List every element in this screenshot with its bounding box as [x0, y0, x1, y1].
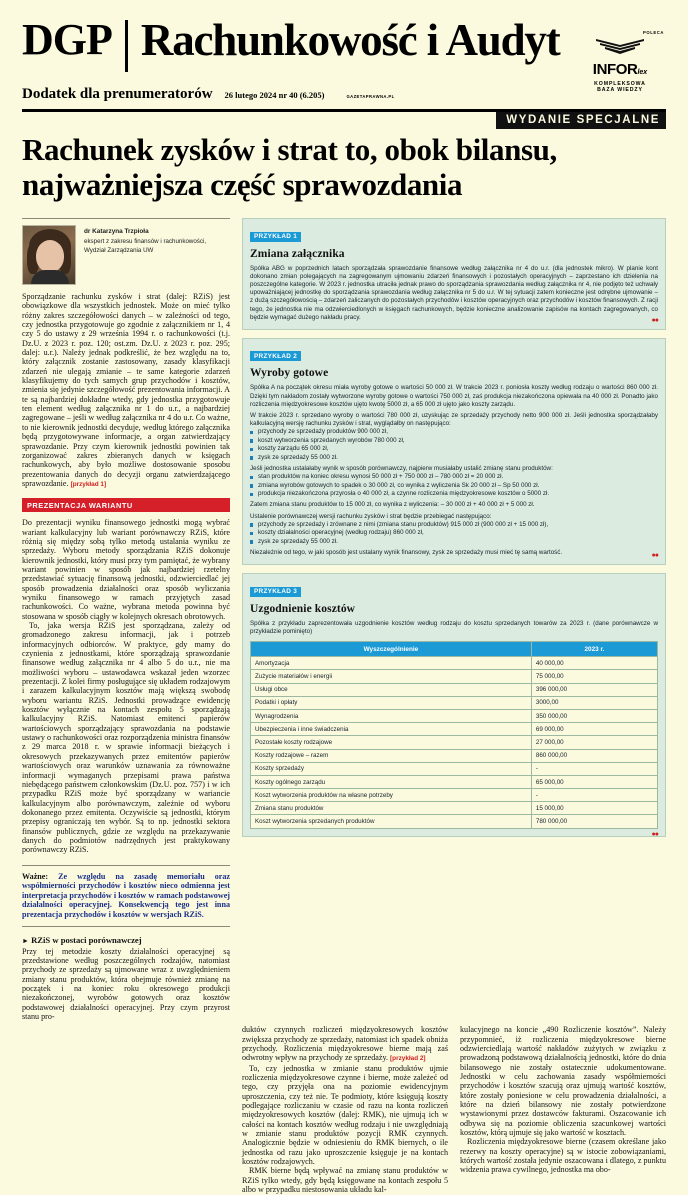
- example-2-bullets-1: [250, 428, 658, 462]
- author-line2: Wydział Zarządzania UW: [84, 247, 154, 254]
- example-2-closing: [250, 549, 658, 560]
- variant-paragraph-1: Do prezentacji wyniku finansowego jednostki mogą wybrać wariant kalkulacyjny lub wariant porównawczy RZiS, które różnią się między sobą tylko metodą ustalania wyniku ze sprzedaży. Wyboru metody sporządzania RZiS dokonuje kierownik jednostki, który musi przy tym pamiętać, że wybrany wariant powinien w sposób jak najbardziej rzetelny przedstawiać sytuację finansową jednostki, odzwierciedlać jej sposób prowadzenia działalności oraz sposób wyliczania wyniku finansowego w ramach przyjętych zasad rachunkowości. Co ważne, wybrana metoda powinna być stosowana w sposób ciągły w kolejnych okresach obrotowych.: [22, 518, 230, 621]
- table-row: [251, 723, 658, 736]
- table-row: [251, 762, 658, 775]
- table-row: [251, 696, 658, 709]
- author-rule: [22, 218, 230, 219]
- table-cell-value: 860 000,00: [531, 749, 657, 762]
- list-item: koszty działalności operacyjnej (według rodzaju) 860 000 zł,: [250, 529, 658, 537]
- table-cell-value: 780 000,00: [531, 815, 657, 828]
- masthead-title-row: [22, 15, 666, 72]
- example-2-closing-text: Niezależnie od tego, w jaki sposób jest ustalany wynik finansowy, zysk ze sprzedaży musi mieć tę samą wartość.: [250, 549, 563, 557]
- example-title-3: Uzgodnienie kosztów: [250, 602, 356, 615]
- subsection-heading-text: RZiS w postaci porównawczej: [31, 934, 142, 945]
- end-mark-3: ●●: [651, 829, 658, 838]
- cost-reconciliation-table: [250, 641, 658, 828]
- main-content: [22, 218, 666, 1021]
- list-item: stan produktów na koniec okresu wynosi 50 000 zł + 750 000 zł – 780 000 zł = 20 000 zł.: [250, 473, 658, 481]
- end-mark-1: ●●: [651, 315, 658, 324]
- bottom-col2-p2: To, czy jednostka w zmianie stanu produktów ujmie rozliczenia międzyokresowe czynne i bierne, może zależeć od tego, czy przyjęła ona na poziomie ewidencyjnym uproszczenia, czy też nie. Te podmioty, które księgują koszty podlegające rozliczaniu w czasie od razu na konta rozliczeń międzyokresowych kosztów (dalej: RMK), nie ujmują ich w całości na kontach kosztów według rodzaju i nie uwzględniają w zmianie stanu produktów pozycji RMK czynnych. Analogicznie będzie w odniesieniu do RMK biernych, o ile jednostka od razu jako uproszczenie księguje je na kontach kosztów rodzajowych.: [242, 1063, 448, 1167]
- supplement-label: Dodatek dla prenumeratorów: [22, 86, 213, 102]
- list-item: zmiana wyrobów gotowych to spadek o 30 000 zł, co wynika z wyliczenia Sk 20 000 zł – Sp 50 000 zł.: [250, 482, 658, 490]
- table-cell-label: Usługi obce: [251, 683, 532, 696]
- example-body-1: [250, 265, 658, 322]
- table-header-row: [251, 642, 658, 657]
- intro-reference: [przykład 1]: [70, 480, 107, 488]
- table-cell-value: -: [531, 789, 657, 802]
- table-header-year: 2023 r.: [531, 642, 657, 657]
- table-cell-label: Koszt wytworzenia sprzedanych produktów: [251, 815, 532, 828]
- table-body: [251, 657, 658, 828]
- masthead-divider: [125, 20, 128, 72]
- table-row: [251, 709, 658, 722]
- example-title-1: Zmiana załącznika: [250, 247, 345, 260]
- right-column: [242, 218, 666, 1021]
- table-cell-value: 75 000,00: [531, 670, 657, 683]
- table-row: [251, 657, 658, 670]
- infor-logo-block: [574, 30, 666, 94]
- bottom-column-1-spacer: [22, 1025, 230, 1194]
- masthead: [22, 15, 666, 126]
- list-item: koszt wytworzenia sprzedanych wyrobów 780 000 zł,: [250, 437, 658, 445]
- author-photo: [22, 225, 76, 285]
- intro-paragraph-text: Sporządzanie rachunku zysków i strat (dalej: RZiS) jest obowiązkowe dla wszystkich jednostek. Może on mieć tylko różny zakres szczegółowości danych – w zależności od tego, czy jednostka przygotowuje go zgodnie z załącznikiem nr 1, 4 czy 5 do ustawy z 29 września 1994 r. o rachunkowości (t.j. Dz.U. z 2023 r. poz. 120; ost.zm. Dz.U. z 2023 r. poz. 295; dalej: u.r.). Należy jednak podkreślić, że bez względu na to, który załącznik zostanie zastosowany, zasady klasyfikacji zdarzeń nie ulegają zmianie – te same kategorie zdarzeń klasyfikujemy do tych samych grup przychodów i kosztów, zmienia się jedynie szczegółowość prezentowania informacji. A te są najbardziej dokładne wtedy, gdy jednostka przygotowuje ten element według załącznika nr 1 do u.r., a najbardziej zagregowane – jeśli w według załącznika nr 4 do u.r. Co ważne, to nie kierownik jednostki decyduje, według którego załącznika będą przygotowywane informacje, a organ zatwierdzający sprawozdanie. Przy czym kierownik jednostki powinien tak zorganizować zakres zbieranych danych w księgach rachunkowych, aby było możliwe dostosowanie sposobu prezentowania danych do decyzji organu zatwierdzającego sprawozdanie.: [22, 292, 230, 488]
- example-2-mid-text: [250, 465, 658, 473]
- table-cell-label: Zmiana stanu produktów: [251, 802, 532, 815]
- table-cell-label: Koszty sprzedaży: [251, 762, 532, 775]
- example-1-paragraph-1: Spółka ABG w poprzednich latach sporządzała sprawozdanie finansowe według załącznika nr 4 do u.r. (dla jednostek mikro). W planie kont dokonano zmian polegających na zagregowanym ujmowaniu zdarzeń finansowych i pozostałych operacyjnych – zaprzestano ich dzielenia na poszczególne kategorie. W 2023 r. jednostka utraciła jednak prawo do sporządzania sprawozdania według załącznika nr 4, nie podjęto też uchwały upoważniającej jednostkę do sporządzania sprawozdania według załącznika nr 5 do u.r. W tej sytuacji zatem konieczne jest odrębne ujmowanie – z dużą szczegółowością – zdarzeń zaliczanych do pozostałych przychodów i kosztów operacyjnych oraz przychodów i kosztów finansowych. Z racji tego, że jednostka nie ma odzwierciedlonych w księgach rachunkowych, będzie konieczne analizowanie zapisów na kontach zagregowanych, co będzie wymagać dużego nakładu pracy.: [250, 264, 658, 321]
- table-row: [251, 736, 658, 749]
- section-header-prezentacja: PREZENTACJA WARIANTU: [22, 498, 230, 512]
- table-cell-value: 69 000,00: [531, 723, 657, 736]
- table-cell-label: Wynagrodzenia: [251, 709, 532, 722]
- list-item: przychody ze sprzedaży i zrównane z nimi (zmiana stanu produktów) 915 000 zł (900 000 zł + 15 000 zł),: [250, 521, 658, 529]
- example-body-3: [250, 620, 658, 636]
- subsection-text: [22, 947, 230, 1022]
- example-2-after-b: Ustalenie porównawczej wersji rachunku zysków i strat będzie przebiegać następująco:: [250, 512, 492, 520]
- bottom-col2-reference: [przykład 2]: [390, 1055, 426, 1063]
- table-row: [251, 683, 658, 696]
- issue-info: 26 lutego 2024 nr 40 (6.205): [224, 90, 325, 100]
- table-cell-value: 350 000,00: [531, 709, 657, 722]
- table-cell-value: 396 000,00: [531, 683, 657, 696]
- example-box-1: [242, 218, 666, 330]
- edition-badge: WYDANIE SPECJALNE: [496, 112, 666, 129]
- list-item: przychody ze sprzedaży produktów 900 000 zł,: [250, 428, 658, 436]
- table-cell-value: 40 000,00: [531, 657, 657, 670]
- list-item: zysk ze sprzedaży 55 000 zł.: [250, 538, 658, 546]
- page-headline: Rachunek zysków i strat to, obok bilansu, najważniejsza część sprawozdania: [22, 132, 557, 202]
- example-tag-2: PRZYKŁAD 2: [250, 351, 301, 361]
- poleca-label: POLECA: [642, 30, 664, 35]
- bottom-col2-p1-text: duktów czynnych rozliczeń międzyokresowych kosztów zwiększa przychody ze sprzedaży, natomiast ich spadek obniża przychody. Rozliczenia międzyokresowe bierne mają zaś odwrotny wpływ na przychody ze sprzedaży.: [242, 1025, 448, 1063]
- list-item: produkcja niezakończona przyrosła o 40 000 zł, a czynne rozliczenia międzyokresowe kosztów o 5000 zł.: [250, 490, 658, 498]
- bottom-col3-p2: Rozliczenia międzyokresowe bierne (czasem określane jako rezerwy na koszty operacyjne) są w istocie zobowiązaniami, których wartość została jedynie oszacowana i dlatego, z punktu widzenia prawa cywilnego, jednostka ma obo-: [460, 1137, 666, 1175]
- table-cell-value: 27 000,00: [531, 736, 657, 749]
- table-cell-value: 15 000,00: [531, 802, 657, 815]
- table-cell-label: Ubezpieczenia i inne świadczenia: [251, 723, 532, 736]
- bottom-col2-p3: RMK bierne będą wpływać na zmianę stanu produktów w RZiS tylko wtedy, gdy będą księgowane na kontach zespołu 5 albo w przypadku niestosowania układu kal-: [242, 1166, 448, 1195]
- table-row: [251, 775, 658, 788]
- example-box-2: [242, 338, 666, 565]
- bottom-col2-p1: [242, 1025, 448, 1063]
- example-tag-3: PRZYKŁAD 3: [250, 587, 301, 597]
- bottom-col3-p1: kulacyjnego na koncie „490 Rozliczenie kosztów”. Należy przypomnieć, iż rozliczenia międzyokresowe bierne odzwierciedlają wartość nakładów zużytych w związku z prowadzoną podstawową działalnością jednostki, które do dnia bilansowego nie zostały ostatecznie udokumentowane. Jednostki w celu zachowania zasady współmierności przychodów i kosztów szacują oraz ujmują wartość kosztów, które zostały poniesione w celu prowadzenia działalności, a które na dzień bilansowy nie zostały potwierdzone wystawionymi przez dostawców fakturami. Oszacowanie ich odbywa się na poziomie obliczenia szacunkowej wartości kosztów, którą ujmuje się jako wartość w kosztach.: [460, 1025, 666, 1138]
- bottom-columns: [22, 1025, 666, 1194]
- example-2-after-a: Zatem zmiana stanu produktów to 15 000 zł, co wynika z wyliczenia: – 30 000 zł + 40 000 zł + 5 000 zł.: [250, 501, 535, 509]
- author-credentials: [84, 225, 206, 285]
- bottom-col3-text: [460, 1025, 666, 1175]
- brand-logo: DGP: [22, 15, 112, 64]
- infor-tagline-line2: BAZA WIEDZY: [597, 87, 643, 94]
- infor-tagline-line1: KOMPLEKSOWA: [594, 81, 646, 87]
- table-cell-label: Zużycie materiałów i energii: [251, 670, 532, 683]
- table-cell-label: Koszty ogólnego zarządu: [251, 775, 532, 788]
- intro-paragraph: [22, 292, 230, 489]
- example-2-paragraph-2: W trakcie 2023 r. sprzedano wyroby o wartości 780 000 zł, uzyskując ze sprzedaży przychody netto 900 000 zł. Jeśli jednostka sporządzałaby kalkulacyjną wersję rachunku zysków i strat, wyglądałby on następująco:: [250, 412, 658, 428]
- table-cell-label: Amortyzacja: [251, 657, 532, 670]
- variant-text: [22, 518, 230, 854]
- table-row: [251, 749, 658, 762]
- example-2-bullets-2: [250, 473, 658, 498]
- example-body-2: [250, 384, 658, 428]
- example-title-2: Wyroby gotowe: [250, 367, 329, 380]
- list-item: zysk ze sprzedaży 55 000 zł.: [250, 454, 658, 462]
- bottom-column-2: [242, 1025, 448, 1194]
- important-label: Ważne:: [22, 871, 49, 881]
- example-3-paragraph-1: Spółka z przykładu zaprezentowała uzgodnienie kosztów według rodzaju do kosztu sprzedanych towarów za 2023 r. (dane porównawcze w przykładzie pominięto): [250, 619, 658, 636]
- example-2-after-text: [250, 501, 658, 520]
- important-note: [22, 872, 230, 920]
- table-cell-value: 3000,00: [531, 696, 657, 709]
- table-cell-label: Pozostałe koszty rodzajowe: [251, 736, 532, 749]
- table-header-specification: Wyszczególnienie: [251, 642, 532, 657]
- list-item: koszty zarządu 65 000 zł,: [250, 445, 658, 453]
- example-box-3: [242, 573, 666, 836]
- table-cell-label: Koszt wytworzenia produktów na własne potrzeby: [251, 789, 532, 802]
- example-2-bullets-3: [250, 521, 658, 546]
- table-row: [251, 789, 658, 802]
- subsection-heading: [22, 935, 230, 945]
- infor-bird-icon: [594, 36, 646, 56]
- infor-wordmark: INFORlex: [592, 61, 648, 78]
- bottom-column-3: [460, 1025, 666, 1194]
- left-column: [22, 218, 230, 1021]
- end-mark-2: ●●: [651, 551, 658, 560]
- example-2-mid-paragraph: Jeśli jednostka ustalałaby wynik w sposób porównawczy, najpierw musiałaby ustalić zmianę stanu produktów:: [250, 465, 553, 473]
- table-cell-value: 65 000,00: [531, 775, 657, 788]
- table-cell-value: -: [531, 762, 657, 775]
- triangle-bullet-icon: ►: [22, 936, 29, 945]
- example-tag-1: PRZYKŁAD 1: [250, 232, 301, 242]
- table-cell-label: Koszty rodzajowe – razem: [251, 749, 532, 762]
- table-row: [251, 670, 658, 683]
- example-2-paragraph-1: Spółka A na początek okresu miała wyroby gotowe o wartości 50 000 zł. W trakcie 2023 r. poniosła koszty według rodzaju o wartości 860 000 zł. Dzięki tym nakładom zostały wytworzone wyroby gotowe o wartości 750 000 zł, zaś produkcja niezakończona opiewała na 40 000 zł. Ponadto jako rozliczenia międzyokresowe kosztów ujęto kwotę 5000 zł, a 65 000 zł ujęto jako koszty zarządu.: [250, 384, 658, 408]
- site-url: GAZETAPRAWNA.PL: [346, 94, 395, 99]
- author-block: [22, 225, 230, 285]
- important-note-box: [22, 865, 230, 927]
- table-row: [251, 802, 658, 815]
- variant-paragraph-2: To, jaka wersja RZiS jest sporządzana, zależy od gromadzonego zakresu informacji, jak i potrzeb informacyjnych odbiorców. W praktyce, gdy mamy do czynienia z jednostkami, które sporządzają sprawozdanie finansowe według załącznika nr 4 albo 5 do u.r., nie ma możliwości wyboru – ustawodawca wskazał jeden wzorzec prezentacji. Z kolei firmy posługujące się układem rodzajowym i zarazem kalkulacyjnym kosztów mają większą swobodę wyboru wariantu RZiS. Jednostki prowadzące ewidencję kosztów wyłącznie na kontach zespołu 5 sporządzają kalkulacyjny RZiS. Natomiast emitenci papierów wartościowych sporządzający sprawozdania na podstawie ustawy o rachunkowości oraz rozporządzenia ministra finansów z 29 marca 2018 r. w sprawie informacji bieżących i okresowych przekazywanych przez emitentów papierów wartościowych oraz warunków uznawania za równoważne informacji wymaganych przepisami prawa państwa niebędącego państwem członkowskim (Dz.U. poz. 757) i w ich przypadku RZiS może być sporządzany w wariancie kalkulacyjnym albo porównawczym, zależnie od wyboru dokonanego przez emitenta. Oczywiście są jednostki, którym przepisy ograniczają ten wybór. Są to np. jednostki sektora finansów publicznych, gdzie ze względu na przekazywanie danych do podmiotów nadrzędnych jest praktykowany porównawczy RZiS.: [22, 621, 230, 855]
- important-text: Ze względu na zasadę memoriału oraz współmierności przychodów i kosztów nieco odmienna jest interpretacja przychodów i kosztów w ramach podstawowej działalności operacyjnej. Konsekwencją tego jest inna prezentacja przychodów i kosztów w wersjach RZiS.: [22, 871, 230, 919]
- masthead-subrow: [22, 86, 666, 103]
- publication-title: Rachunkowość i Audyt: [140, 15, 560, 65]
- infor-tagline: [574, 81, 666, 94]
- author-line1: ekspert z zakresu finansów i rachunkowości,: [84, 238, 207, 245]
- table-row: [251, 815, 658, 828]
- subsection-paragraph: Przy tej metodzie koszty działalności operacyjnej są przedstawione według poszczególnych rodzajów, natomiast przychody ze sprzedaży są ujmowane wraz z uwzględnieniem zmiany stanu produktów, która obejmuje również zmianę na początek i na koniec roku okresowego produkcji niezakończonej, wyrobów gotowych oraz kosztów podstawowej działalności operacyjnej. Przy czym przyrost stanu pro-: [22, 946, 230, 1021]
- masthead-rule: [22, 109, 666, 126]
- table-cell-label: Podatki i opłaty: [251, 696, 532, 709]
- bottom-col2-text: [242, 1025, 448, 1194]
- author-name: dr Katarzyna Trzpioła: [84, 228, 149, 235]
- intro-text: [22, 292, 230, 489]
